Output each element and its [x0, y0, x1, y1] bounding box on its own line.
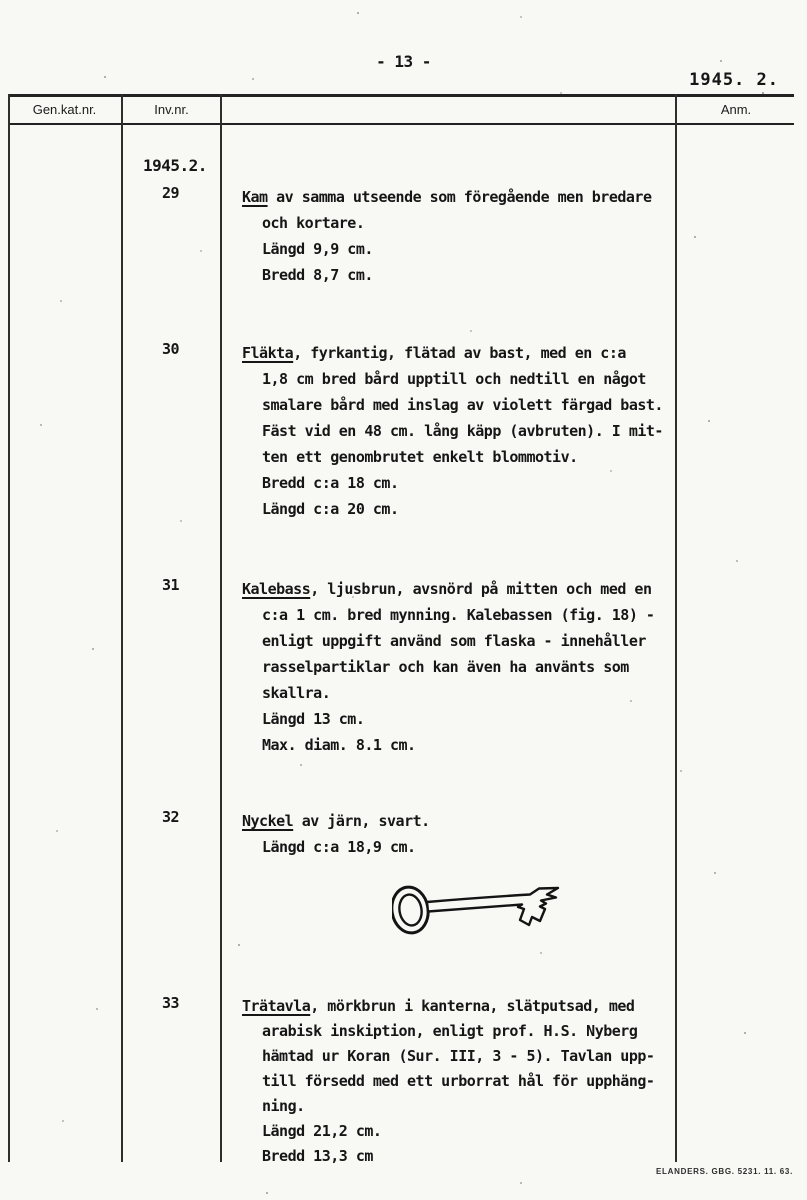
entry-line: Trätavla, mörkbrun i kanterna, slätputsad, med	[242, 997, 635, 1015]
entry-line: Längd c:a 18,9 cm.	[262, 838, 416, 856]
entry-line: 1,8 cm bred bård upptill och nedtill en något	[262, 370, 646, 388]
entry-term: Nyckel	[242, 812, 294, 830]
entry-line: Längd 9,9 cm.	[262, 240, 373, 258]
entry-31-description	[242, 576, 674, 758]
entry-line: Bredd c:a 18 cm.	[262, 474, 399, 492]
column-header-genkatnr: Gen.kat.nr.	[32, 102, 97, 117]
entry-30-number: 30	[161, 340, 180, 358]
column-divider-inv-desc	[220, 94, 222, 1162]
entry-line: Nyckel av järn, svart.	[242, 812, 430, 830]
entry-line: enligt uppgift använd som flaska - innehåller	[262, 632, 646, 650]
entry-line: skallra.	[262, 684, 331, 702]
column-divider-desc-anm	[675, 94, 677, 1162]
page-number: - 13 -	[376, 52, 431, 71]
entry-line: c:a 1 cm. bred mynning. Kalebassen (fig. 18) -	[262, 606, 655, 624]
year-label: 1945. 2.	[689, 70, 779, 90]
entry-line: Längd c:a 20 cm.	[262, 500, 399, 518]
entry-term: Kalebass	[242, 580, 311, 598]
entry-term: Fläkta	[242, 344, 294, 362]
column-header-invnr: Inv.nr.	[154, 102, 189, 117]
entry-line: rasselpartiklar och kan även ha använts som	[262, 658, 629, 676]
inventory-group-label: 1945.2.	[143, 156, 207, 175]
entry-line: smalare bård med inslag av violett färgad bast.	[262, 396, 663, 414]
key-sketch	[392, 876, 570, 938]
printer-mark: ELANDERS. GBG. 5231. 11. 63.	[656, 1167, 793, 1176]
scan-noise	[0, 0, 2, 2]
entry-33-number: 33	[161, 994, 180, 1012]
entry-line: ning.	[262, 1097, 305, 1115]
entry-line: arabisk inskiption, enligt prof. H.S. Nyberg	[262, 1022, 638, 1040]
entry-line: Längd 13 cm.	[262, 710, 365, 728]
entry-line: till försedd med ett urborrat hål för upphäng-	[262, 1072, 655, 1090]
entry-32-number: 32	[161, 808, 180, 826]
entry-line: Bredd 8,7 cm.	[262, 266, 373, 284]
entry-line: och kortare.	[262, 214, 365, 232]
entry-29-number: 29	[161, 184, 180, 202]
table-left-border	[8, 94, 10, 1162]
entry-29-description	[242, 184, 674, 288]
entry-line: Max. diam. 8.1 cm.	[262, 736, 416, 754]
entry-33-description	[242, 994, 674, 1169]
entry-31-number: 31	[161, 576, 180, 594]
column-header-anm: Anm.	[720, 102, 752, 117]
entry-line: ten ett genombrutet enkelt blommotiv.	[262, 448, 578, 466]
entry-30-description	[242, 340, 674, 522]
entry-line: Fäst vid en 48 cm. lång käpp (avbruten). I mit-	[262, 422, 663, 440]
entry-line: Fläkta, fyrkantig, flätad av bast, med en c:a	[242, 344, 626, 362]
entry-term: Kam	[242, 188, 268, 206]
entry-line: Längd 21,2 cm.	[262, 1122, 382, 1140]
entry-term: Trätavla	[242, 997, 311, 1015]
entry-32-description	[242, 808, 674, 860]
entry-line: Bredd 13,3 cm	[262, 1147, 373, 1165]
entry-line: Kam av samma utseende som föregående men bredare	[242, 188, 652, 206]
entry-line: Kalebass, ljusbrun, avsnörd på mitten och med en	[242, 580, 652, 598]
entry-line: hämtad ur Koran (Sur. III, 3 - 5). Tavlan upp-	[262, 1047, 655, 1065]
